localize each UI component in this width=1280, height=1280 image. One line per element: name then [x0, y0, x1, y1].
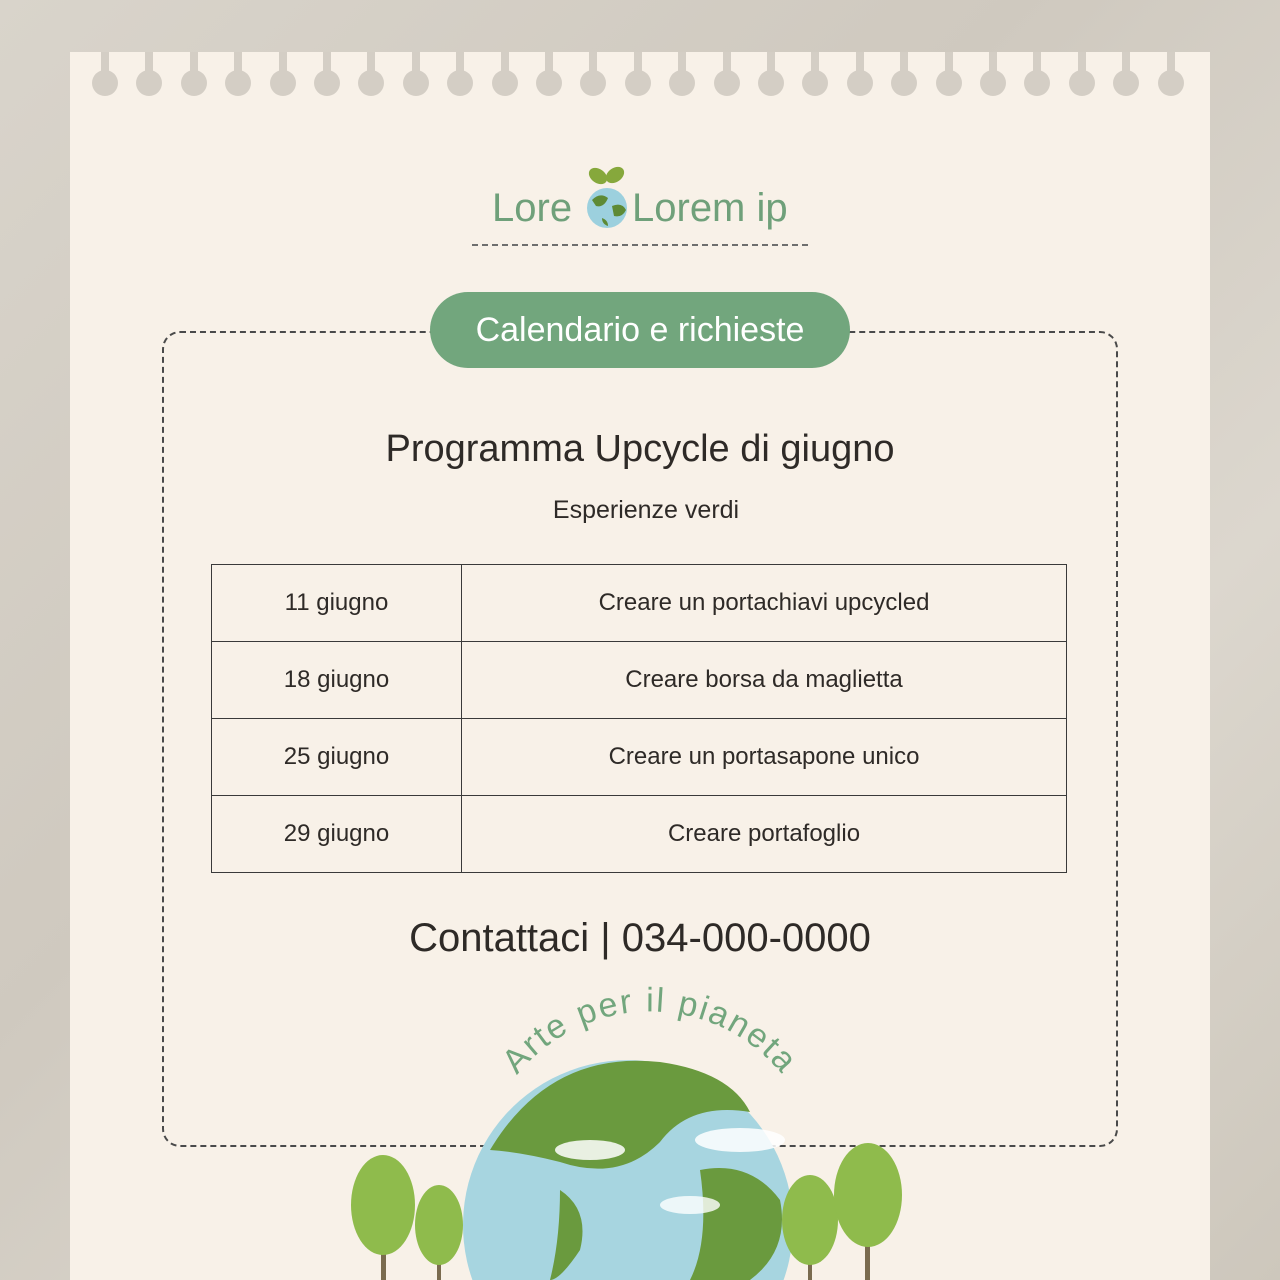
- activity-cell: Creare portafoglio: [462, 796, 1067, 873]
- date-cell: 25 giugno: [212, 719, 462, 796]
- date-cell: 18 giugno: [212, 642, 462, 719]
- section-label: Calendario e richieste: [430, 292, 850, 368]
- activity-cell: Creare borsa da maglietta: [462, 642, 1067, 719]
- page-title: Programma Upcycle di giugno: [385, 428, 895, 470]
- date-cell: 29 giugno: [212, 796, 462, 873]
- date-cell: 11 giugno: [212, 565, 462, 642]
- tagline-curved-text: Arte per il pianeta: [494, 981, 806, 1081]
- activity-cell: Creare un portasapone unico: [462, 719, 1067, 796]
- earth-globe-icon: [463, 1060, 793, 1280]
- subtitle: Esperienze verdi: [552, 496, 740, 524]
- activity-cell: Creare un portachiavi upcycled: [462, 565, 1067, 642]
- logo-right-text: Lorem ip: [632, 186, 788, 230]
- logo-left-text: Lore: [492, 186, 573, 230]
- contact-line: Contattaci | 034-000-0000: [409, 916, 871, 960]
